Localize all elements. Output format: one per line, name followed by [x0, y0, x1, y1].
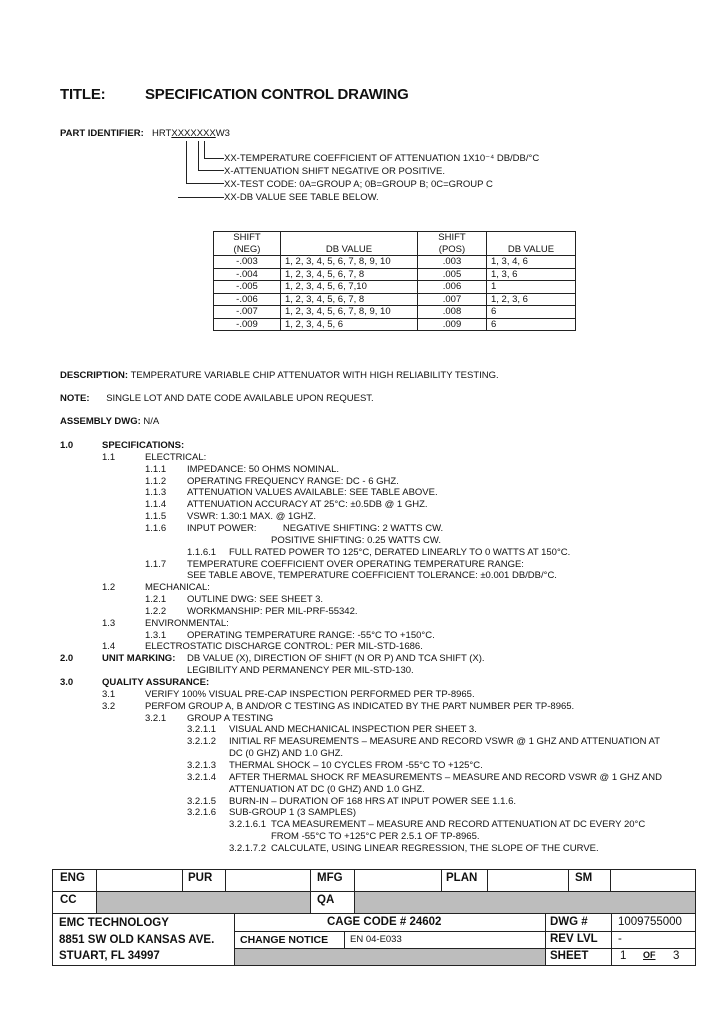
part-code: XXXXXXX — [171, 128, 216, 139]
table-cell: 1, 2, 3, 4, 5, 6 — [281, 318, 418, 331]
rev-label: REV LVL — [550, 933, 598, 945]
part-prefix: HRT — [152, 128, 172, 139]
table-cell: 1, 2, 3, 6 — [487, 293, 576, 306]
cell — [487, 869, 569, 892]
sm-label: SM — [575, 872, 593, 884]
part-identifier — [152, 128, 230, 140]
spec-text: ATTENUATION AT DC (0 GHZ) AND 1.0 GHZ. — [229, 783, 425, 795]
rev-value: - — [618, 933, 622, 945]
spec-text: GROUP A TESTING — [187, 712, 274, 724]
spec-text: ELECTRICAL: — [145, 451, 207, 463]
table-cell: 1, 2, 3, 4, 5, 6, 7, 8, 9, 10 — [281, 256, 418, 269]
table-row — [214, 306, 576, 319]
spec-text: VERIFY 100% VISUAL PRE-CAP INSPECTION PERFORMED PER TP-8965. — [145, 688, 475, 700]
description — [60, 370, 499, 382]
legend-line: XX-TEST CODE: 0A=GROUP A; 0B=GROUP B; 0C=GROUP C — [224, 179, 493, 190]
spec-number: 3.2.1 — [145, 712, 167, 724]
dwg-number: 1009755000 — [618, 916, 682, 928]
table-cell: -.003 — [214, 256, 281, 269]
spec-number: 1.1.3 — [145, 487, 167, 499]
spec-number: 1.1.1 — [145, 463, 167, 475]
spec-number: 1.3 — [102, 617, 116, 629]
eng-label: ENG — [60, 872, 85, 884]
table-cell: -.007 — [214, 306, 281, 319]
leader-line — [186, 141, 187, 184]
table-cell: 1, 2, 3, 4, 5, 6, 7, 8 — [281, 268, 418, 281]
spec-text: BURN-IN – DURATION OF 168 HRS AT INPUT POWER SEE 1.1.6. — [229, 795, 516, 807]
spec-text: OPERATING TEMPERATURE RANGE: -55°C TO +150°C. — [187, 629, 435, 641]
spec-text: INPUT POWER: NEGATIVE SHIFTING: 2 WATTS CW. — [187, 522, 444, 534]
spec-text: AFTER THERMAL SHOCK RF MEASUREMENTS – MEASURE AND RECORD VSWR @ 1 GHZ AND — [229, 771, 662, 783]
cage-code-label: CAGE CODE # — [327, 916, 407, 928]
company-address: 8851 SW OLD KANSAS AVE. — [59, 934, 215, 946]
spec-number: 1.2.2 — [145, 605, 167, 617]
description-text: TEMPERATURE VARIABLE CHIP ATTENUATOR WITH HIGH RELIABILITY TESTING. — [130, 370, 499, 381]
cc-label: CC — [60, 894, 77, 906]
legend-line: XX-DB VALUE SEE TABLE BELOW. — [224, 192, 379, 203]
table-row — [214, 281, 576, 294]
spec-number: 3.1 — [102, 688, 116, 700]
spec-number: 3.2.1.2 — [187, 736, 217, 748]
pur-label: PUR — [188, 872, 213, 884]
spec-number: 3.2.1.4 — [187, 771, 217, 783]
spec-text: TEMPERATURE COEFFICIENT OVER OPERATING TEMPERATURE RANGE: — [187, 558, 524, 570]
table-cell: .007 — [418, 293, 487, 306]
dwg-label: DWG # — [550, 916, 588, 928]
qa-label: QA — [317, 894, 335, 906]
mfg-label: MFG — [317, 872, 343, 884]
db-value-table — [213, 231, 576, 331]
leader-line — [178, 197, 224, 198]
legend-line: X-ATTENUATION SHIFT NEGATIVE OR POSITIVE. — [224, 166, 445, 177]
sheet-number: 1 — [620, 950, 627, 962]
cell — [225, 869, 311, 892]
cage-code-value: 24602 — [409, 916, 442, 928]
col-header: DB VALUE — [281, 232, 418, 256]
cell — [610, 869, 696, 892]
table-cell: 1, 2, 3, 4, 5, 6, 7, 8, 9, 10 — [281, 306, 418, 319]
leader-line — [204, 158, 224, 159]
spec-text: ATTENUATION VALUES AVAILABLE: SEE TABLE ABOVE. — [187, 487, 438, 499]
table-cell: .009 — [418, 318, 487, 331]
spec-text: UNIT MARKING: — [102, 653, 176, 665]
spec-text: POSITIVE SHIFTING: 0.25 WATTS CW. — [271, 534, 441, 546]
spec-text: THERMAL SHOCK – 10 CYCLES FROM -55°C TO +125°C. — [229, 759, 483, 771]
table-cell: -.004 — [214, 268, 281, 281]
spec-number: 3.2.1.1 — [187, 724, 217, 736]
spec-text: ENVIRONMENTAL: — [145, 617, 229, 629]
col-header: SHIFT (POS) — [418, 232, 487, 256]
spec-text: SEE TABLE ABOVE, TEMPERATURE COEFFICIENT TOLERANCE: ±0.001 DB/DB/°C. — [187, 570, 557, 582]
title-label: TITLE: — [60, 86, 106, 103]
spec-number: 3.0 — [60, 677, 74, 688]
spec-text: OPERATING FREQUENCY RANGE: DC - 6 GHZ. — [187, 475, 399, 487]
spec-number: 3.2.1.6.1 — [229, 819, 266, 831]
spec-number: 1.1.2 — [145, 475, 167, 487]
spec-text: FROM -55°C TO +125°C PER 2.5.1 OF TP-8965. — [271, 831, 480, 843]
spec-text: ELECTROSTATIC DISCHARGE CONTROL: PER MIL-STD-1686. — [145, 641, 423, 653]
table-row — [214, 293, 576, 306]
spec-text: SPECIFICATIONS: — [102, 440, 185, 451]
spec-text: MECHANICAL: — [145, 582, 210, 594]
cell — [96, 869, 183, 892]
spec-text: ATTENUATION ACCURACY AT 25°C: ±0.5DB @ 1 GHZ. — [187, 499, 428, 511]
spec-number: 3.2.1.7.2 — [229, 842, 266, 854]
table-cell: 6 — [487, 306, 576, 319]
spec-number: 1.1.6 — [145, 522, 167, 534]
table-cell: 1 — [487, 281, 576, 294]
spec-number: 1.2.1 — [145, 594, 167, 606]
table-cell: 6 — [487, 318, 576, 331]
spec-number: 1.1 — [102, 451, 116, 463]
assembly-label: ASSEMBLY DWG: — [60, 416, 141, 427]
table-row — [214, 268, 576, 281]
leader-line — [186, 183, 224, 184]
assembly-dwg — [60, 416, 159, 428]
spec-text: WORKMANSHIP: PER MIL-PRF-55342. — [187, 605, 358, 617]
sheet-label: SHEET — [550, 950, 589, 962]
spec-number: 3.2.1.5 — [187, 795, 217, 807]
spec-number: 1.1.4 — [145, 499, 167, 511]
table-cell: 1, 3, 4, 6 — [487, 256, 576, 269]
assembly-text: N/A — [143, 416, 160, 427]
spec-number: 3.2 — [102, 700, 116, 712]
spec-text: VSWR: 1.30:1 MAX. @ 1GHZ. — [187, 511, 316, 523]
cell — [354, 869, 442, 892]
note — [60, 393, 374, 405]
table-cell: .008 — [418, 306, 487, 319]
company-city: STUART, FL 34997 — [59, 950, 160, 962]
cell — [354, 891, 696, 914]
col-header: SHIFT (NEG) — [214, 232, 281, 256]
page-title: SPECIFICATION CONTROL DRAWING — [145, 86, 409, 103]
table-cell: -.009 — [214, 318, 281, 331]
spec-text: QUALITY ASSURANCE: — [102, 677, 210, 688]
cage-code — [327, 916, 441, 928]
leader-line — [204, 141, 205, 159]
table-cell: -.006 — [214, 293, 281, 306]
description-label: DESCRIPTION: — [60, 370, 129, 381]
change-notice-value: EN 04-E033 — [350, 934, 402, 945]
plan-label: PLAN — [446, 872, 478, 884]
table-cell: .003 — [418, 256, 487, 269]
legend-line: XX-TEMPERATURE COEFFICIENT OF ATTENUATION 1X10⁻⁴ DB/DB/°C — [224, 153, 540, 164]
spec-number: 2.0 — [60, 653, 74, 665]
note-text: SINGLE LOT AND DATE CODE AVAILABLE UPON REQUEST. — [106, 393, 374, 404]
spec-number: 1.1.5 — [145, 511, 167, 523]
leader-line — [198, 141, 199, 171]
table-cell: -.005 — [214, 281, 281, 294]
col-header: DB VALUE — [487, 232, 576, 256]
spec-text: IMPEDANCE: 50 OHMS NOMINAL. — [187, 463, 340, 475]
change-notice-label: CHANGE NOTICE — [240, 934, 329, 946]
spec-number: 1.4 — [102, 641, 116, 653]
sheet-total: 3 — [673, 950, 680, 962]
table-row — [214, 256, 576, 269]
spec-text: VISUAL AND MECHANICAL INSPECTION PER SHEET 3. — [229, 724, 477, 736]
spec-text: LEGIBILITY AND PERMANENCY PER MIL-STD-130. — [187, 665, 414, 677]
spec-text: SUB-GROUP 1 (3 SAMPLES) — [229, 807, 357, 819]
company-name: EMC TECHNOLOGY — [59, 917, 169, 929]
table-cell: 1, 2, 3, 4, 5, 6, 7,10 — [281, 281, 418, 294]
part-identifier-label: PART IDENTIFIER: — [60, 128, 144, 139]
spec-number: 1.1.6.1 — [187, 546, 217, 558]
table-cell: .005 — [418, 268, 487, 281]
spec-text: PERFOM GROUP A, B AND/OR C TESTING AS INDICATED BY THE PART NUMBER PER TP-8965. — [145, 700, 575, 712]
note-label: NOTE: — [60, 393, 90, 404]
table-cell: 1, 3, 6 — [487, 268, 576, 281]
table-cell: .006 — [418, 281, 487, 294]
spec-number: 1.0 — [60, 440, 74, 451]
table-header-row — [214, 232, 576, 256]
of-label: OF — [643, 950, 656, 960]
cell — [96, 891, 311, 914]
spec-number: 1.1.7 — [145, 558, 167, 570]
part-suffix: W3 — [215, 128, 230, 139]
leader-line — [198, 170, 224, 171]
cell — [611, 931, 696, 949]
table-row — [214, 318, 576, 331]
spec-number: 3.2.1.6 — [187, 807, 217, 819]
spec-text: CALCULATE, USING LINEAR REGRESSION, THE SLOPE OF THE CURVE. — [271, 842, 599, 854]
spec-number: 3.2.1.3 — [187, 759, 217, 771]
table-cell: 1, 2, 3, 4, 5, 6, 7, 8 — [281, 293, 418, 306]
cell — [234, 948, 546, 966]
spec-text: DB VALUE (X), DIRECTION OF SHIFT (N OR P) AND TCA SHIFT (X). — [187, 653, 485, 665]
spec-text: DC (0 GHZ) AND 1.0 GHZ. — [229, 748, 344, 760]
spec-text: OUTLINE DWG: SEE SHEET 3. — [187, 594, 324, 606]
spec-text: FULL RATED POWER TO 125°C, DERATED LINEARLY TO 0 WATTS AT 150°C. — [229, 546, 571, 558]
spec-number: 1.3.1 — [145, 629, 167, 641]
spec-text: INITIAL RF MEASUREMENTS – MEASURE AND RECORD VSWR @ 1 GHZ AND ATTENUATION AT — [229, 736, 661, 748]
spec-number: 1.2 — [102, 582, 116, 594]
spec-text: TCA MEASUREMENT – MEASURE AND RECORD ATTENUATION AT DC EVERY 20°C — [271, 819, 646, 831]
